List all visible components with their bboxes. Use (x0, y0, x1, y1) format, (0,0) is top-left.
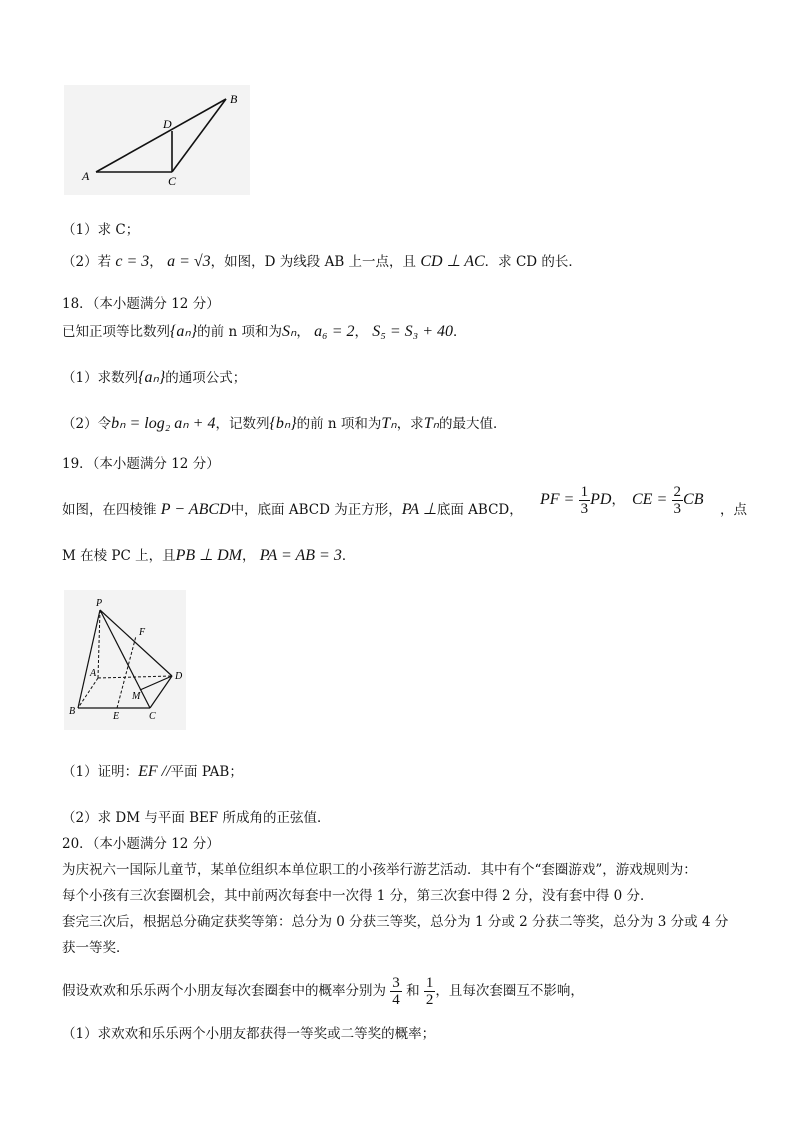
q20-line4: 获一等奖． (62, 940, 130, 956)
q19-ce-rhs: CB (683, 491, 704, 508)
q17-part2-prefix: （2）若 (62, 254, 112, 270)
q18-part1-suffix: 的通项公式； (165, 370, 247, 386)
q19-ce-lhs: CE = (632, 491, 668, 508)
q18-sum-t: Tₙ (381, 415, 397, 432)
q20-prob2-den: 2 (425, 992, 434, 1008)
q19-pf-num: 1 (580, 484, 589, 500)
q19-part1 (62, 760, 243, 781)
q19-stem2-prefix: M 在棱 PC 上，且 (62, 548, 176, 564)
q20-prob2-num: 1 (425, 975, 434, 991)
q18-header: 18．（本小题满分 12 分） (62, 296, 220, 312)
q18-sum-t-2: Tₙ (423, 415, 439, 432)
q19-pf-lhs: PF = (540, 491, 575, 508)
pyramid-diagram (64, 590, 186, 730)
label-b: B (69, 706, 76, 717)
q19-ef-parallel: EF // (138, 763, 171, 780)
q18-cond-a6: a₆ = 2 (314, 323, 355, 340)
q17-cond-c: c = 3 (115, 253, 150, 270)
label-c: C (149, 711, 156, 722)
label-c: C (168, 174, 177, 188)
pyramid-figure (64, 590, 186, 730)
label-a: A (90, 668, 97, 679)
q19-part1-prefix: （1）证明： (62, 764, 139, 780)
label-a: A (82, 169, 90, 183)
q18-part1-prefix: （1）求数列 (62, 370, 139, 386)
label-m: M (132, 691, 141, 702)
q20-line1: 为庆祝六一国际儿童节，某单位组织本单位职工的小孩举行游艺活动．其中有个“套圈游戏”，游戏规则为： (62, 862, 697, 878)
q19-pf-den: 3 (580, 501, 589, 517)
q18-stem-mid: 的前 n 项和为 (197, 324, 282, 340)
q19-ce-den: 3 (673, 501, 682, 517)
q17-part2-suffix: ．求 CD 的长． (484, 254, 582, 270)
q19-ce-fraction (672, 484, 684, 517)
q20-prob1-den: 4 (392, 992, 400, 1008)
q18-bn-def: bₙ = log₂ aₙ + 4 (111, 415, 216, 432)
q18-stem-prefix: 已知正项等比数列 (62, 324, 170, 340)
q19-ce-num: 2 (673, 484, 682, 500)
q18-stem: 已知正项等比数列{aₙ}的前 n 项和为Sₙ， a₆ = 2， S₅ = S₃ + 40． (62, 323, 467, 340)
segment-bc (172, 99, 226, 172)
q20-line5-suffix: ，且每次套圈互不影响， (435, 983, 584, 999)
q17-part2-mid: ，如图，D 为线段 AB 上一点，且 (210, 254, 417, 270)
q18-part2-mid2: 的前 n 项和为 (296, 416, 382, 432)
label-b: B (230, 92, 238, 106)
q18-part1 (62, 366, 246, 387)
q20-prob1-num: 3 (392, 975, 400, 991)
label-d: D (175, 671, 183, 682)
edge-pb (78, 610, 100, 708)
label-f: F (139, 627, 146, 638)
label-e: E (113, 711, 120, 722)
q18-seq-b: {bₙ} (269, 415, 297, 432)
q19-ce-ratio (632, 484, 704, 517)
q19-header: 19．（本小题满分 12 分） (62, 456, 220, 472)
q19-stem2-end: ． (341, 548, 356, 564)
q19-part2: （2）求 DM 与平面 BEF 所成角的正弦值． (62, 810, 331, 826)
q19-pb-perp: PB ⊥ DM (175, 547, 242, 564)
q17-cond-a: a = √3 (167, 253, 211, 270)
q20-prob2-fraction (424, 975, 436, 1008)
q17-part2: （2）若 c = 3， a = √3，如图，D 为线段 AB 上一点，且 CD ⊥ AC．求 CD 的长． (62, 253, 582, 270)
q19-pf-rhs: PD (590, 491, 612, 508)
q19-stem-after: 底面 ABCD， (436, 502, 523, 518)
q20-part1: （1）求欢欢和乐乐两个小朋友都获得一等奖或二等奖的概率； (62, 1026, 436, 1042)
label-p: P (96, 598, 103, 609)
segment-ab (96, 99, 226, 172)
q19-part1-suffix: 平面 PAB； (170, 764, 243, 780)
triangle-figure (64, 85, 250, 195)
q20-prob1-fraction (390, 975, 402, 1008)
q19-pf-fraction (579, 484, 591, 517)
q18-part2-prefix: （2）令 (62, 416, 112, 432)
q19-stem-mid: 中，底面 ABCD 为正方形， (230, 502, 402, 518)
q19-pa-perp: PA ⊥ (401, 501, 437, 518)
q20-line5 (62, 975, 584, 1008)
q17-part1-text: （1）求 C； (62, 222, 140, 238)
q18-part2 (62, 412, 506, 433)
q20-header: 20．（本小题满分 12 分） (62, 836, 220, 852)
q18-part2-mid1: ，记数列 (215, 416, 270, 432)
q18-part2-mid3: ，求 (396, 416, 424, 432)
q19-pyramid: P − ABCD (160, 501, 231, 518)
q20-line3: 套完三次后，根据总分确定获奖等第：总分为 0 分获三等奖，总分为 1 分或 2 分获二等奖，总分为 3 分或 4 分 (62, 914, 729, 930)
q20-line5-prefix: 假设欢欢和乐乐两个小朋友每次套圈套中的概率分别为 (62, 983, 386, 999)
q19-stem-prefix: 如图，在四棱锥 (62, 502, 157, 518)
q17-cond-perp: CD ⊥ AC (420, 253, 485, 270)
q18-cond-sum: S₅ = S₃ + 40 (372, 323, 453, 340)
q19-stem-end: ，点 (720, 502, 747, 518)
q19-pf-ratio: PF = $\frac{1}{3}$ PD， (540, 484, 625, 517)
q20-line5-and: 和 (406, 983, 420, 999)
q19-stem-line1 (62, 498, 523, 519)
q18-sum-s: Sₙ (281, 323, 297, 340)
q19-stem-line2: M 在棱 PC 上，且PB ⊥ DM， PA = AB = 3． (62, 547, 356, 564)
edge-pc (100, 610, 150, 708)
q18-part1-seq: {aₙ} (138, 369, 166, 386)
q18-part2-suffix: 的最大值． (438, 416, 507, 432)
label-d: D (163, 117, 172, 131)
q18-seq-a: {aₙ} (170, 323, 198, 340)
triangle-diagram (64, 85, 250, 195)
q19-pa-ab: PA = AB = 3 (259, 547, 342, 564)
edge-pd (100, 610, 172, 676)
q17-part1 (62, 218, 139, 238)
q20-line2: 每个小孩有三次套圈机会，其中前两次每套中一次得 1 分，第三次套中得 2 分，没有套中得 0 分． (62, 888, 654, 904)
